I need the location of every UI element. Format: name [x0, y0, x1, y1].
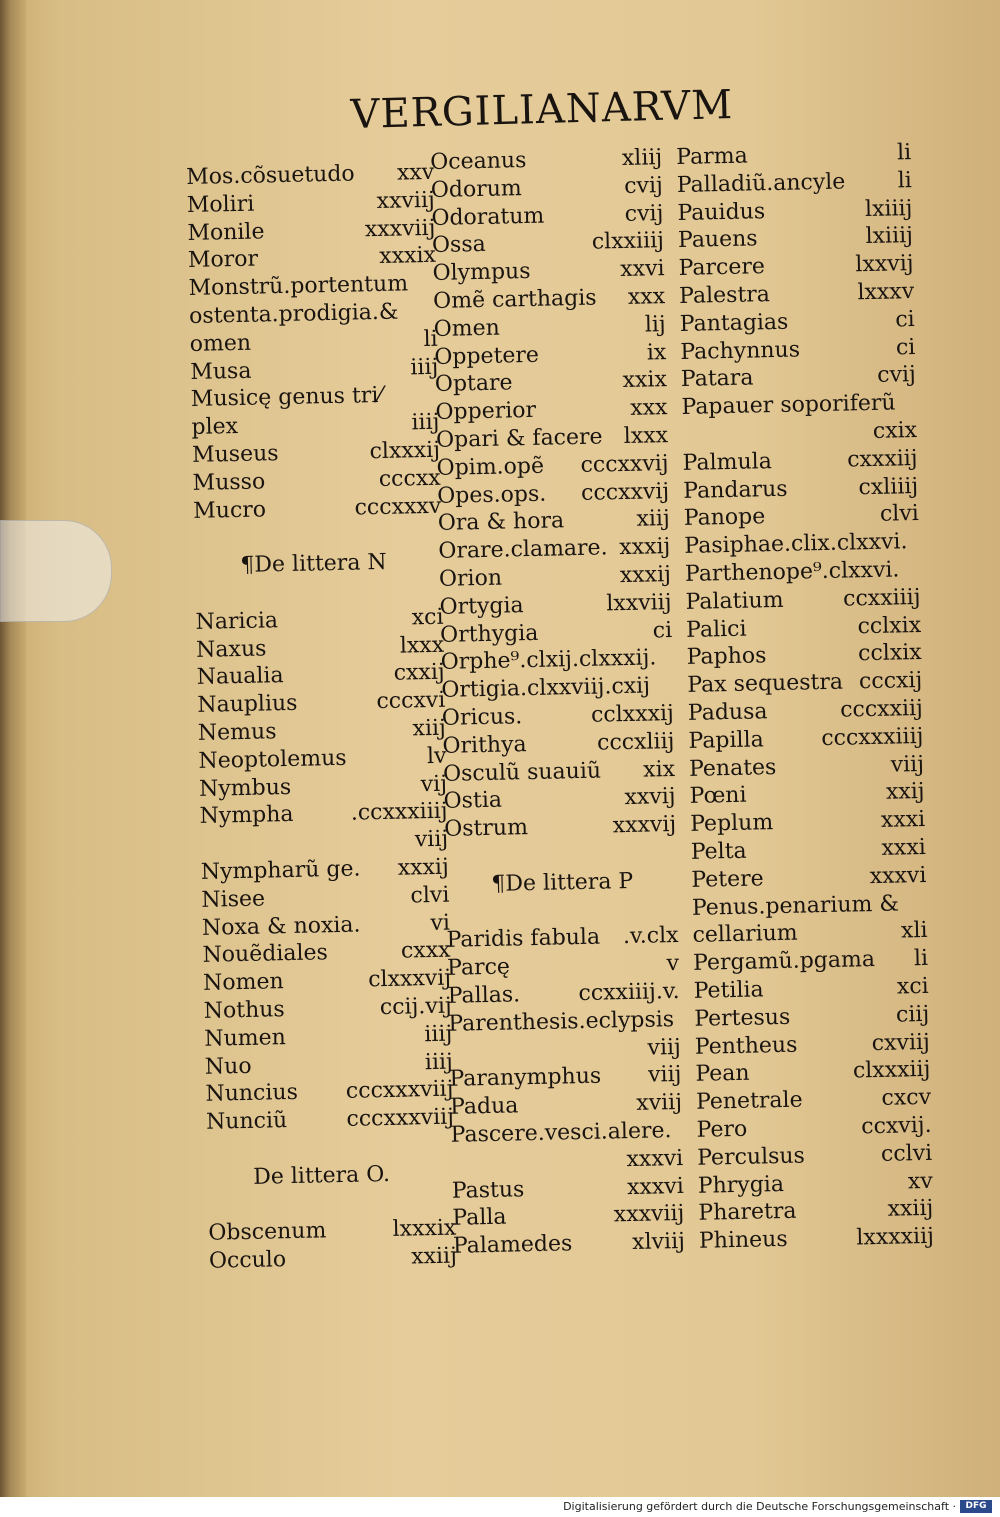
entry-page-ref: xxxvij	[612, 812, 677, 839]
entry-term: Parma	[676, 143, 748, 170]
entry-page-ref: lxxvij	[855, 251, 914, 278]
entry-page-ref: xxx	[627, 284, 666, 310]
entry-page-ref: iiij	[424, 1049, 454, 1075]
entry-page-ref: cccxxxiiij	[821, 723, 924, 751]
entry-term: Pentheus	[694, 1032, 798, 1060]
entry-term: Nymbus	[198, 774, 292, 802]
entry-term: Oppetere	[434, 342, 540, 370]
entry-page-ref: li	[423, 326, 438, 352]
entry-term: cellarium	[692, 921, 798, 949]
entry-term: Palici	[685, 616, 747, 643]
entry-page-ref: v	[666, 951, 680, 977]
entry-term: Mucro	[192, 496, 267, 524]
entry-page-ref: cccxxxviij	[346, 1104, 455, 1133]
entry-page-ref: cxxxiij	[846, 445, 918, 473]
entry-term: Omẽ carthagis	[432, 285, 597, 314]
entry-page-ref: clvi	[410, 882, 450, 909]
entry-page-ref: xli	[900, 918, 928, 944]
entry-term: Osculũ suauiũ	[442, 758, 602, 787]
entry-term: Ossa	[431, 232, 486, 259]
entry-term: De littera O.	[252, 1161, 391, 1190]
entry-term: Petere	[691, 866, 764, 893]
entry-page-ref: cccxliij	[596, 728, 675, 756]
entry-term: Nuo	[204, 1053, 252, 1080]
entry-term: Penus.penarium &	[691, 891, 900, 921]
entry-page-ref: xxxviij	[613, 1201, 685, 1228]
entry-page-ref: cvij	[623, 172, 664, 199]
paper-clip	[0, 520, 112, 622]
entry-page-ref: xci	[896, 973, 929, 1000]
entry-term: Naualia	[196, 663, 284, 691]
entry-term: Parenthesis.eclypsis	[448, 1006, 675, 1037]
entry-term: Musa	[190, 358, 252, 385]
entry-term: Moror	[187, 246, 259, 274]
entry-term: Ora & hora	[437, 508, 565, 537]
entry-term: Petilia	[693, 977, 764, 1004]
entry-page-ref: cclxxxij	[590, 701, 675, 728]
entry-page-ref: .ccxxxiiij	[350, 799, 448, 827]
entry-page-ref: xxvi	[620, 256, 665, 283]
entry-term: Palestra	[678, 282, 771, 309]
entry-term: Pax sequestra	[687, 669, 844, 699]
entry-term: ¶De littera P	[491, 868, 634, 897]
entry-page-ref: ccxxiiij	[842, 584, 921, 612]
entry-page-ref: ci	[895, 306, 915, 333]
entry-term: Pharetra	[698, 1199, 797, 1227]
entry-page-ref: lxxxix	[392, 1215, 457, 1243]
entry-page-ref: viij	[414, 826, 449, 853]
entry-term: Oceanus	[430, 147, 527, 175]
entry-term: Pachynnus	[680, 337, 801, 365]
entry-page-ref: lxxxxiij	[856, 1224, 935, 1251]
entry-term: Opes.ops.	[436, 481, 547, 509]
entry-term: Nuncius	[205, 1080, 299, 1108]
entry-term: Odoratum	[431, 203, 545, 231]
entry-term: Naricia	[195, 607, 279, 635]
entry-page-ref: lxxviij	[606, 589, 672, 617]
entry-page-ref: lxiiij	[864, 195, 913, 222]
entry-page-ref: xxxix	[379, 243, 437, 270]
footer-bar	[0, 1497, 1000, 1517]
entry-page-ref: xliij	[621, 145, 663, 171]
entry-page-ref: cvij	[624, 200, 664, 227]
entry-term: Orare.clamare.	[438, 535, 608, 565]
entry-page-ref: xci	[411, 604, 444, 631]
entry-page-ref: iiij	[410, 354, 439, 380]
entry-page-ref: xv	[907, 1168, 934, 1194]
entry-page-ref: cxxij	[393, 660, 445, 687]
entry-term: Patara	[680, 365, 754, 393]
entry-page-ref: xxij	[885, 779, 925, 806]
entry-page-ref: xxxvi	[869, 862, 927, 889]
entry-term: Nothus	[203, 997, 285, 1024]
entry-page-ref: cccxxxviij	[345, 1076, 454, 1105]
entry-term: Pauens	[677, 226, 758, 254]
page-gutter-edge	[0, 0, 26, 1497]
entry-page-ref: cxcv	[881, 1085, 932, 1112]
entry-term: Ostia	[443, 788, 503, 815]
entry-page-ref: ci	[652, 617, 673, 644]
entry-page-ref: clxxxvij	[367, 965, 452, 993]
entry-term: Orthygia	[439, 620, 539, 648]
entry-page-ref: xxxij	[619, 562, 672, 589]
entry-term: Palatium	[685, 587, 784, 615]
entry-term: Padua	[449, 1093, 519, 1120]
entry-term: Palladiũ.ancyle	[676, 169, 846, 198]
entry-page-ref: xxviij	[376, 187, 436, 214]
entry-page-ref: xxxviij	[364, 215, 436, 242]
entry-term: ostenta.prodigia.&	[188, 299, 399, 329]
entry-term: Obscenum	[208, 1218, 327, 1247]
entry-page-ref: cxviij	[871, 1029, 931, 1056]
entry-page-ref: viij	[647, 1034, 682, 1061]
entry-term: Penates	[688, 754, 777, 782]
entry-page-ref: cccxxxv	[354, 493, 442, 521]
entry-term: omen	[189, 330, 252, 357]
entry-page-ref: cclvi	[880, 1140, 933, 1167]
entry-page-ref: ccxvij.	[860, 1112, 932, 1140]
entry-page-ref: cxliiij	[858, 473, 919, 500]
entry-page-ref: vij	[420, 771, 448, 797]
entry-page-ref: xlviij	[631, 1229, 686, 1256]
entry-term: Parcere	[678, 254, 766, 282]
entry-term: Nomen	[202, 969, 284, 997]
entry-term: Pean	[695, 1061, 750, 1088]
entry-page-ref: cclxix	[857, 612, 922, 639]
entry-term: Pasiphae.clix.clxxvi.	[684, 529, 908, 560]
entry-page-ref: ccij.vij	[379, 993, 452, 1021]
entry-term: Ortygia	[439, 592, 524, 620]
entry-term: Paridis fabula	[446, 925, 601, 954]
entry-term: Neoptolemus	[198, 745, 347, 774]
entry-page-ref: xxxvi	[626, 1145, 684, 1172]
entry-page-ref: vi	[430, 910, 451, 936]
entry-term: Naxus	[195, 636, 267, 663]
entry-term: Padusa	[687, 699, 768, 726]
entry-page-ref: xxvij	[624, 784, 676, 811]
entry-term: Noxa & noxia.	[201, 912, 361, 941]
entry-page-ref: ccxxiiij.v.	[578, 978, 680, 1007]
entry-term: Mos.cõsuetudo	[186, 161, 355, 190]
entry-term: Paphos	[686, 643, 767, 671]
entry-page-ref: xxiij	[410, 1243, 458, 1270]
entry-page-ref: li	[896, 140, 912, 166]
entry-term: Pastus	[451, 1176, 525, 1204]
dfg-logo: DFG	[960, 1500, 992, 1513]
entry-page-ref: xviij	[636, 1090, 683, 1117]
entry-term: Nympha	[199, 802, 294, 830]
entry-term: Musicę genus tri⁄	[190, 383, 383, 413]
entry-page-ref: iiij	[424, 1021, 453, 1047]
entry-term: Nouẽdiales	[202, 940, 329, 969]
entry-term: Orithya	[442, 731, 527, 759]
entry-term: Peplum	[689, 810, 774, 838]
entry-term: Moliri	[186, 191, 255, 218]
entry-page-ref: ciij	[895, 1001, 930, 1028]
entry-page-ref: xxxvi	[626, 1173, 685, 1200]
entry-page-ref: viij	[647, 1062, 682, 1089]
entry-term: Palla	[452, 1205, 507, 1232]
entry-term: Musso	[192, 469, 266, 496]
entry-term: Opperior	[435, 398, 537, 426]
entry-page-ref: xix	[642, 756, 676, 783]
entry-page-ref: xxix	[622, 367, 668, 394]
entry-term: Pœni	[689, 783, 747, 810]
entry-page-ref: xxv	[396, 159, 435, 186]
entry-term: Occulo	[208, 1247, 287, 1274]
entry-term: Nisee	[201, 886, 266, 913]
entry-term: Pauidus	[677, 198, 766, 226]
entry-page-ref: xxx	[629, 395, 668, 422]
entry-page-ref: li	[913, 946, 929, 972]
entry-term: Pero	[696, 1116, 748, 1143]
entry-term: Pantagias	[679, 309, 789, 337]
entry-term: Oricus.	[441, 704, 523, 731]
entry-term: Papilla	[688, 727, 764, 754]
entry-page-ref: cxxx	[400, 938, 451, 965]
entry-page-ref: xxxij	[397, 854, 450, 881]
entry-page-ref: li	[897, 167, 913, 194]
entry-page-ref: xiij	[636, 506, 671, 533]
entry-page-ref: lv	[426, 743, 447, 769]
entry-term: Odorum	[430, 175, 523, 203]
entry-term: Orphe⁹.clxij.clxxxij.	[440, 645, 657, 676]
entry-term: Pallas.	[447, 982, 521, 1009]
entry-term: ¶De littera N	[240, 550, 387, 579]
entry-term: Monile	[187, 218, 265, 246]
entry-term: Monstrũ.portentum	[188, 271, 409, 302]
entry-page-ref: lxxxv	[857, 279, 915, 306]
entry-term: Museus	[191, 441, 279, 468]
running-head: VERGILIANARVM	[350, 81, 734, 138]
entry-term: Pelta	[690, 838, 747, 865]
entry-page-ref: clxxxij	[369, 437, 441, 465]
entry-page-ref: lxiiij	[865, 223, 914, 250]
entry-term: Panope	[683, 504, 766, 532]
entry-term: Numen	[204, 1024, 287, 1052]
entry-term: Perculsus	[696, 1143, 806, 1171]
entry-term: Nunciũ	[205, 1108, 288, 1135]
entry-page-ref: clxxiiij	[591, 228, 665, 256]
entry-term: Penetrale	[695, 1087, 803, 1115]
entry-page-ref: clvi	[879, 501, 920, 528]
entry-page-ref: xxiij	[887, 1196, 934, 1223]
entry-term: Opari & facere	[435, 424, 603, 453]
entry-term: Ortigia.clxxviij.cxij	[441, 673, 651, 704]
entry-term: plex	[191, 414, 239, 441]
entry-page-ref: lij	[644, 311, 666, 338]
entry-term: Pertesus	[694, 1004, 791, 1032]
entry-page-ref: xxxi	[880, 807, 926, 834]
entry-page-ref: clxxxiij	[852, 1057, 931, 1084]
entry-term: Nemus	[197, 719, 277, 746]
entry-term: Orion	[438, 565, 503, 592]
entry-page-ref: cccxvi	[376, 687, 446, 715]
entry-page-ref: cccxxvij	[580, 450, 669, 478]
entry-page-ref: ix	[646, 339, 667, 366]
entry-term: Olympus	[432, 259, 531, 287]
entry-term: Papauer soporiferũ	[681, 390, 896, 421]
entry-term: Paranymphus	[449, 1064, 602, 1093]
entry-term: Palmula	[682, 448, 773, 476]
entry-term: Parthenope⁹.clxxvi.	[684, 557, 900, 587]
entry-page-ref: cccxxiij	[839, 695, 924, 723]
entry-page-ref: cxix	[872, 418, 918, 444]
entry-term: Opim.opẽ	[436, 453, 545, 481]
entry-term: Optare	[434, 370, 513, 398]
entry-term: Omen	[433, 315, 501, 342]
entry-page-ref: lxxx	[623, 423, 669, 450]
entry-page-ref: iiij	[411, 409, 440, 436]
entry-page-ref: xxxi	[881, 834, 927, 861]
entry-term: Phineus	[698, 1227, 788, 1254]
entry-term: Pandarus	[682, 476, 788, 504]
entry-page-ref: viij	[890, 751, 925, 778]
entry-page-ref: xiij	[412, 715, 447, 742]
entry-page-ref: lxxx	[399, 632, 445, 659]
entry-page-ref: cclxix	[857, 640, 922, 667]
entry-page-ref: .v.clx	[622, 923, 679, 950]
entry-page-ref: xxxij	[619, 534, 671, 561]
entry-page-ref: cvij	[877, 362, 917, 389]
entry-term: Pergamũ.pgama	[692, 947, 876, 977]
entry-term: Nympharũ ge.	[200, 856, 361, 885]
entry-page-ref: cccxx	[378, 465, 441, 492]
dfg-credit-text: Digitalisierung gefördert durch die Deutsche Forschungsgemeinschaft ·	[563, 1500, 956, 1513]
entry-term: Ostrum	[443, 815, 529, 843]
entry-term: Palamedes	[452, 1231, 573, 1259]
entry-page-ref: ci	[895, 334, 916, 361]
entry-page-ref: cccxij	[858, 668, 923, 695]
entry-term: Parcę	[446, 954, 511, 982]
entry-term: Phrygia	[697, 1171, 785, 1199]
entry-page-ref: cccxxvij	[580, 478, 670, 506]
entry-term: Pascere.vesci.alere.	[450, 1118, 672, 1148]
entry-term: Nauplius	[197, 690, 298, 719]
